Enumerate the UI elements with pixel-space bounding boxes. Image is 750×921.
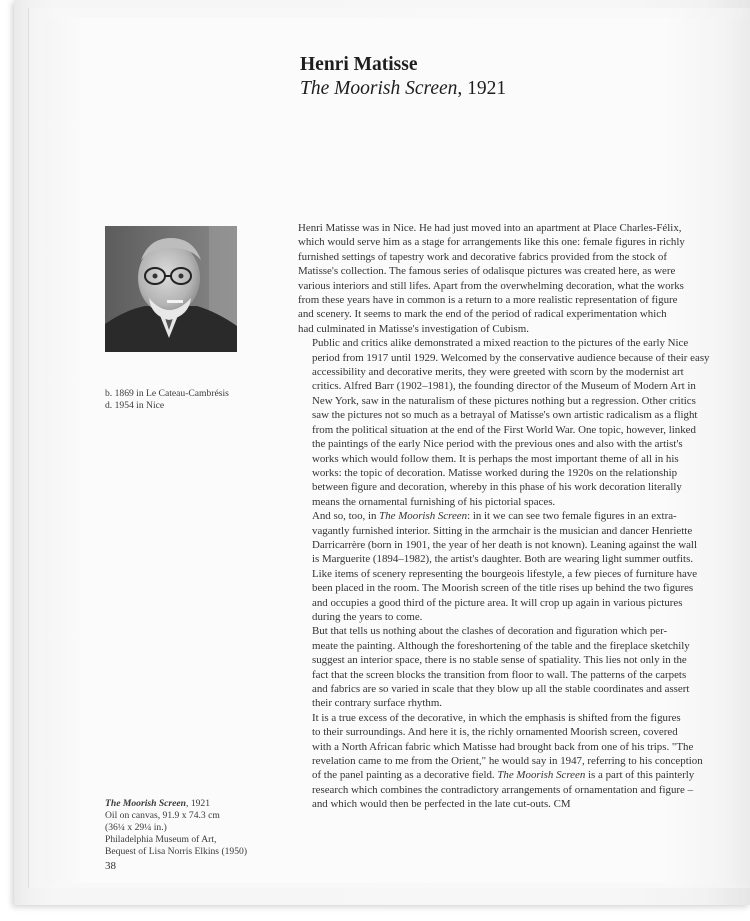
text-line: But that tells us nothing about the clashes of decoration and figuration which per-	[312, 625, 668, 638]
caption-inches: (36¼ x 29¼ in.)	[105, 822, 167, 833]
text-line: Public and critics alike demonstrated a mixed reaction to the pictures of the early Nice	[312, 337, 689, 350]
text-line: is Marguerite (1894–1982), the artist's daughter. Both are wearing light summer outfits.	[312, 553, 694, 566]
page-header	[300, 54, 506, 100]
work-year: , 1921	[457, 78, 507, 99]
death-info: d. 1954 in Nice	[105, 400, 165, 411]
text-line: to their surroundings. And here it is, the richly ornamented Moorish screen, covered	[312, 726, 678, 739]
text-line: fact that the screen blocks the transition from floor to wall. The patterns of the carpets	[312, 668, 687, 681]
artist-portrait-photo	[105, 226, 237, 352]
book-page	[44, 18, 750, 883]
text-line: during the years to come.	[312, 610, 423, 623]
artwork-caption	[105, 798, 247, 858]
text-line: which would serve him as a stage for arrangements like this one: female figures in richly	[298, 236, 685, 249]
text-line: been placed in the room. The Moorish screen of the title rises up behind the two figures	[312, 582, 694, 595]
work-title	[300, 78, 506, 100]
caption-credit: Bequest of Lisa Norris Elkins (1950)	[105, 846, 248, 857]
portrait-image	[105, 226, 237, 352]
text-line: Henri Matisse was in Nice. He had just moved into an apartment at Place Charles-Félix,	[298, 222, 682, 234]
text-line: And so, too, in The Moorish Screen: in it we can see two female figures in an extra-	[312, 510, 677, 523]
birth-info: b. 1869 in Le Cateau-Cambrésis	[105, 388, 229, 399]
text-line: meate the painting. Although the foreshortening of the table and the fireplace sketchily	[312, 639, 690, 652]
text-line: suggest an interior space, there is no stable sense of spatiality. This lies not only in the	[312, 654, 687, 667]
text-line: Matisse's collection. The famous series of odalisque pictures was created here, as were	[298, 265, 676, 278]
text-line: saw the pictures not so much as a betrayal of Matisse's own artistic radicalism as a flight	[312, 409, 698, 422]
text-line: and occupies a good third of the picture area. It will crop up again in various pictures	[312, 596, 683, 609]
text-line: accessibility and decorative merits, they were greeted with scorn by the modernist art	[312, 366, 684, 379]
text-line: It is a true excess of the decorative, in which the emphasis is shifted from the figures	[312, 711, 681, 724]
caption-collection: Philadelphia Museum of Art,	[105, 834, 217, 845]
caption-title-line	[105, 798, 247, 810]
text-line: and which would then be perfected in the late cut-outs. CM	[312, 798, 571, 811]
text-line: works which would follow them. It is perhaps the most important theme of all in his	[312, 452, 679, 465]
work-title-text: The Moorish Screen	[300, 78, 458, 99]
artist-name: Henri Matisse	[300, 54, 418, 75]
caption-year: , 1921	[186, 798, 211, 809]
text-line: critics. Alfred Barr (1902–1981), the founding director of the Museum of Modern Art in	[312, 380, 696, 393]
artist-bio	[105, 388, 229, 412]
text-line: from the political situation at the end of the First World War. One topic, however, linked	[312, 423, 696, 436]
body-paragraph	[298, 221, 740, 336]
text-line: New York, saw in the naturalism of these pictures nothing but a regression. Other critics	[312, 394, 696, 407]
text-line: with a North African fabric which Matisse had brought back from one of his trips. "The	[312, 740, 694, 753]
text-line: between figure and decoration, whereby in this phase of his work decoration literally	[312, 481, 682, 494]
text-line: Like items of scenery representing the bourgeois lifestyle, a few pieces of furniture have	[312, 567, 698, 580]
text-line: means the ornamental furnishing of his pictorial spaces.	[312, 495, 556, 508]
body-paragraph	[298, 624, 740, 710]
text-line: furnished settings of tapestry work and decorative fabrics provided from the stock of	[298, 250, 667, 263]
caption-medium: Oil on canvas, 91.9 x 74.3 cm	[105, 810, 220, 821]
text-line: from these years have in common is a return to a more realistic representation of figure	[298, 294, 678, 307]
text-line: of the panel painting as a decorative field. The Moorish Screen is a part of this painterly	[312, 769, 695, 782]
body-paragraph	[298, 509, 740, 624]
text-line: and scenery. It seems to mark the end of the period of radical experimentation which	[298, 308, 667, 321]
text-line: research which combines the contradictory arrangements of ornamentation and figure –	[312, 783, 694, 796]
text-line: had culminated in Matisse's investigation of Cubism.	[298, 322, 529, 335]
text-line: the paintings of the early Nice period with the previous ones and also with the artist's	[312, 438, 683, 451]
page-number: 38	[105, 860, 116, 872]
body-text	[298, 221, 740, 812]
text-line: their contrary surface rhythm.	[312, 697, 443, 710]
text-line: various interiors and still lifes. Apart from the overwhelming decoration, what the works	[298, 279, 684, 292]
text-line: revelation came to me from the Orient," he would say in 1947, referring to his conception	[312, 755, 703, 768]
body-paragraph	[298, 711, 740, 812]
caption-title: The Moorish Screen	[105, 798, 187, 809]
text-line: period from 1917 until 1929. Welcomed by the conservative audience because of their easy	[312, 351, 710, 364]
italic-title: The Moorish Screen	[497, 769, 586, 782]
italic-title: The Moorish Screen	[379, 510, 468, 523]
text-line: works: the topic of decoration. Matisse worked during the 1920s on the relationship	[312, 466, 678, 479]
body-paragraph	[298, 336, 740, 509]
text-line: and fabrics are so varied in scale that they blow up all the stable coordinates and assert	[312, 683, 690, 695]
text-line: Darricarrère (born in 1901, the year of her death is not known). Leaning against the wall	[312, 538, 697, 551]
text-line: vagantly furnished interior. Sitting in the armchair is the musician and dancer Henriette	[312, 524, 693, 537]
